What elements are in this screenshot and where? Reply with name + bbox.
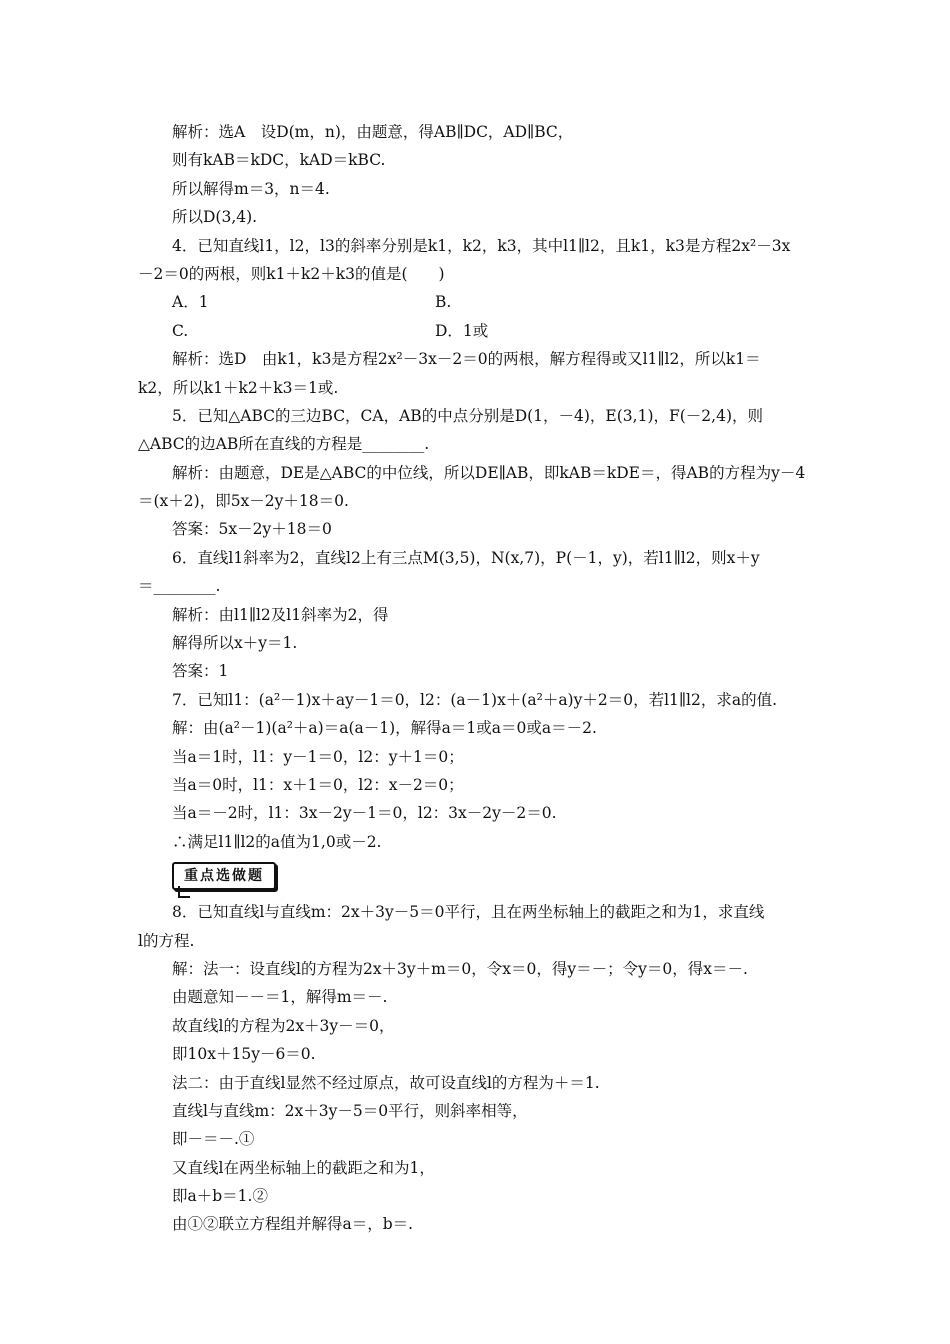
text-line: 解析：由l1∥l2及l1斜率为2，得 xyxy=(172,605,389,624)
text-line: 解：法一：设直线l的方程为2x＋3y＋m＝0，令x＝0，得y＝－；令y＝0，得x＝－. xyxy=(172,959,748,978)
text-line: 即－＝－.① xyxy=(172,1130,255,1149)
text-line: ∴满足l1∥l2的a值为1,0或－2. xyxy=(172,832,382,851)
options-row xyxy=(138,288,814,316)
option-c: C. xyxy=(172,321,189,340)
text-line: 法二：由于直线l显然不经过原点，故可设直线l的方程为＋＝1. xyxy=(172,1073,600,1092)
text-line: 解析：由题意，DE是△ABC的中位线，所以DE∥AB，即kAB＝kDE＝，得AB的方程为y－4 xyxy=(172,463,806,482)
text-line: l的方程. xyxy=(138,931,195,950)
text-line: 直线l与直线m：2x＋3y－5＝0平行，则斜率相等， xyxy=(172,1101,528,1120)
text-line: 当a＝0时，l1：x＋1＝0，l2：x－2＝0； xyxy=(172,775,464,794)
option-a: A．1 xyxy=(172,293,209,312)
text-line: 当a＝－2时，l1：3x－2y－1＝0，l2：3x－2y－2＝0. xyxy=(172,804,557,823)
text-line: 即a＋b＝1.② xyxy=(172,1187,268,1206)
question-7: 7．已知l1：(a²－1)x＋ay－1＝0，l2：(a－1)x＋(a²＋a)y＋2＝0，若l1∥l2，求a的值. xyxy=(172,690,778,709)
text-line: 则有kAB＝kDC，kAD＝kBC. xyxy=(172,151,386,170)
option-b: B. xyxy=(435,293,452,312)
text-line: △ABC的边AB所在直线的方程是________. xyxy=(138,435,430,454)
options-row xyxy=(138,317,814,345)
text-line: 所以D(3,4). xyxy=(172,208,258,227)
text-line: 当a＝1时，l1：y－1＝0，l2：y＋1＝0； xyxy=(172,747,464,766)
text-line: 解：由(a²－1)(a²＋a)＝a(a－1)，解得a＝1或a＝0或a＝－2. xyxy=(172,719,597,738)
text-line: 由题意知－－＝1，解得m＝－. xyxy=(172,988,388,1007)
text-line: 解析：选A 设D(m，n)，由题意，得AB∥DC，AD∥BC， xyxy=(172,123,574,141)
answer-line: 答案：5x－2y＋18＝0 xyxy=(172,520,332,539)
badge-arrow-icon xyxy=(178,886,190,898)
question-5: 5．已知△ABC的三边BC，CA，AB的中点分别是D(1，－4)，E(3,1)，F(－2,4)，则 xyxy=(172,406,763,425)
text-line: k2，所以k1＋k2＋k3＝1或. xyxy=(138,378,339,397)
question-8: 8．已知直线l与直线m：2x＋3y－5＝0平行，且在两坐标轴上的截距之和为1，求直线 xyxy=(172,903,765,922)
text-line: 解得所以x＋y＝1. xyxy=(172,634,298,653)
question-4: 4．已知直线l1，l2，l3的斜率分别是k1，k2，k3，其中l1∥l2，且k1，k3是方程2x²－3x xyxy=(172,236,791,255)
answer-line: 答案：1 xyxy=(172,662,229,681)
text-line: －2＝0的两根，则k1＋k2＋k3的值是( ) xyxy=(138,264,445,283)
option-d: D．1或 xyxy=(435,321,489,340)
text-line: ＝________. xyxy=(138,577,221,596)
text-line: 又直线l在两坐标轴上的截距之和为1， xyxy=(172,1158,435,1177)
text-line: 故直线l的方程为2x＋3y－＝0， xyxy=(172,1016,395,1035)
question-6: 6．直线l1斜率为2，直线l2上有三点M(3,5)，N(x,7)，P(－1，y)，若l1∥l2，则x＋y xyxy=(172,548,760,567)
text-line: 所以解得m＝3，n＝4. xyxy=(172,179,330,198)
section-badge xyxy=(138,856,814,898)
text-line: 即10x＋15y－6＝0. xyxy=(172,1045,316,1064)
section-badge-label: 重点选做题 xyxy=(172,862,276,890)
text-line: 由①②联立方程组并解得a＝，b＝. xyxy=(172,1215,414,1234)
text-line: 解析：选D 由k1，k3是方程2x²－3x－2＝0的两根，解方程得或又l1∥l2，所以k1＝ xyxy=(172,350,761,369)
document-content xyxy=(138,118,814,1239)
text-line: ＝(x＋2)，即5x－2y＋18＝0. xyxy=(138,492,349,511)
